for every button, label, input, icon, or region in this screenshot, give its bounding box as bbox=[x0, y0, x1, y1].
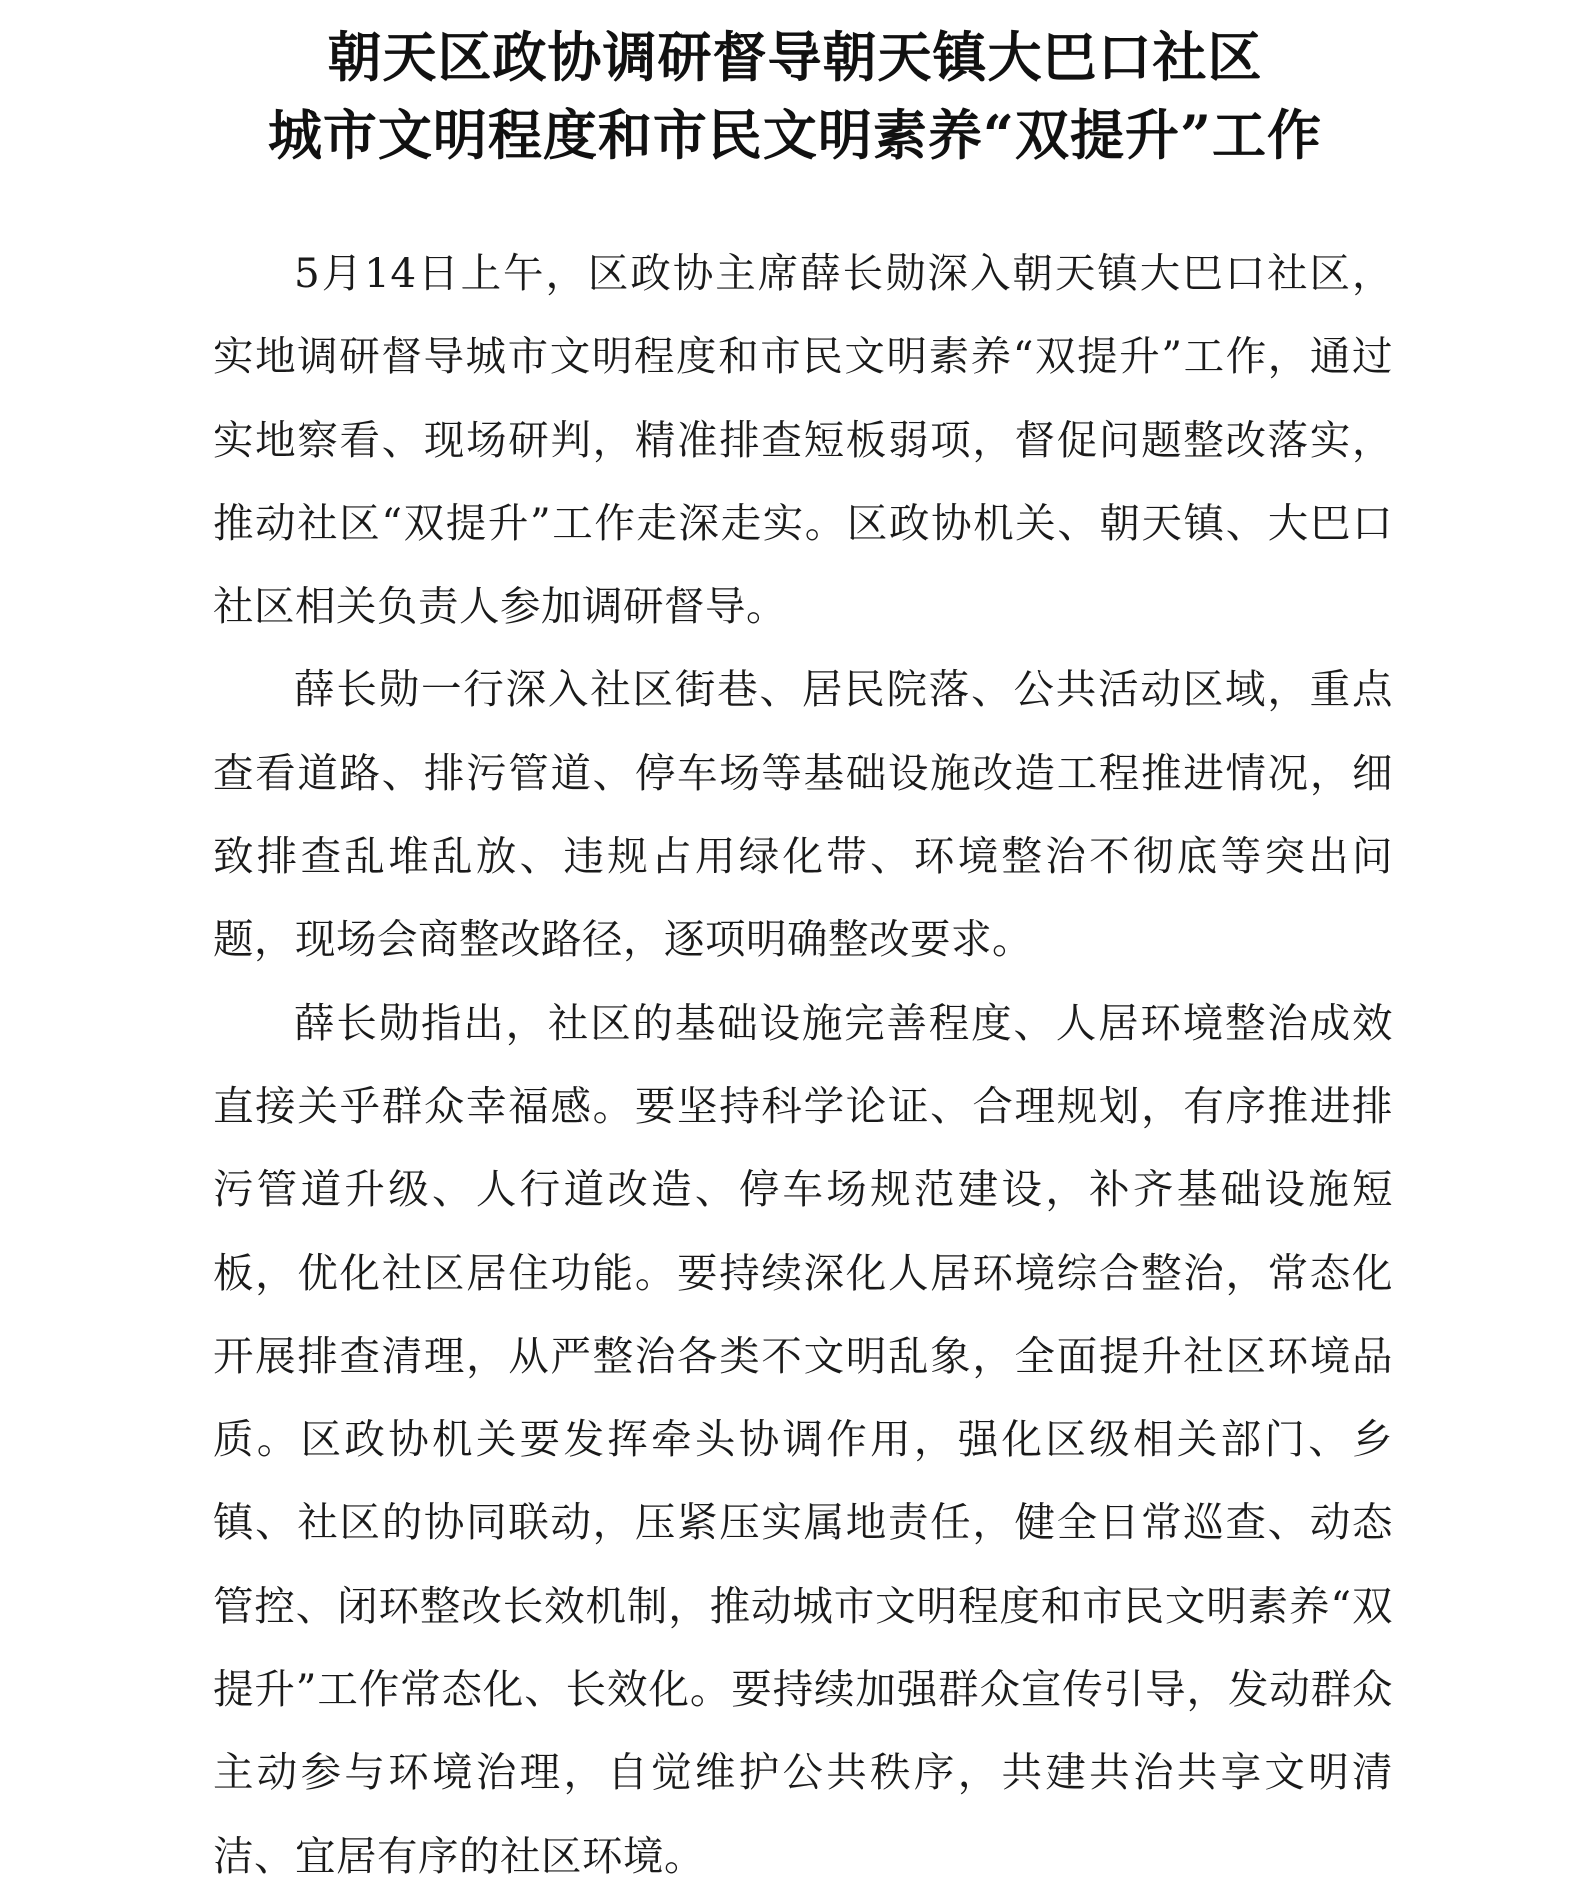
title-line-1: 朝天区政协调研督导朝天镇大巴口社区 bbox=[327, 25, 1263, 89]
article-body bbox=[213, 232, 1393, 1898]
paragraph-3: 薛长勋指出，社区的基础设施完善程度、人居环境整治成效直接关乎群众幸福感。要坚持科学论证、合理规划，有序推进排污管道升级、人行道改造、停车场规范建设，补齐基础设施短板，优化社区居住功能。要持续深化人居环境综合整治，常态化开展排查清理，从严整治各类不文明乱象，全面提升社区环境品质。区政协机关要发挥牵头协调作用，强化区级相关部门、乡镇、社区的协同联动，压紧压实属地责任，健全日常巡查、动态管控、闭环整改长效机制，推动城市文明程度和市民文明素养“双提升”工作常态化、长效化。要持续加强群众宣传引导，发动群众主动参与环境治理，自觉维护公共秩序，共建共治共享文明清洁、宜居有序的社区环境。 bbox=[213, 998, 1393, 1880]
paragraph-1: 5月14日上午，区政协主席薛长勋深入朝天镇大巴口社区，实地调研督导城市文明程度和市民文明素养“双提升”工作，通过实地察看、现场研判，精准排查短板弱项，督促问题整改落实，推动社区“双提升”工作走深走实。区政协机关、朝天镇、大巴口社区相关负责人参加调研督导。 bbox=[213, 249, 1393, 631]
paragraph-2: 薛长勋一行深入社区街巷、居民院落、公共活动区域，重点查看道路、排污管道、停车场等基础设施改造工程推进情况，细致排查乱堆乱放、违规占用绿化带、环境整治不彻底等突出问题，现场会商整改路径，逐项明确整改要求。 bbox=[213, 665, 1393, 964]
title-line-2: 城市文明程度和市民文明素养“双提升”工作 bbox=[267, 103, 1323, 167]
document-title bbox=[200, 18, 1390, 174]
